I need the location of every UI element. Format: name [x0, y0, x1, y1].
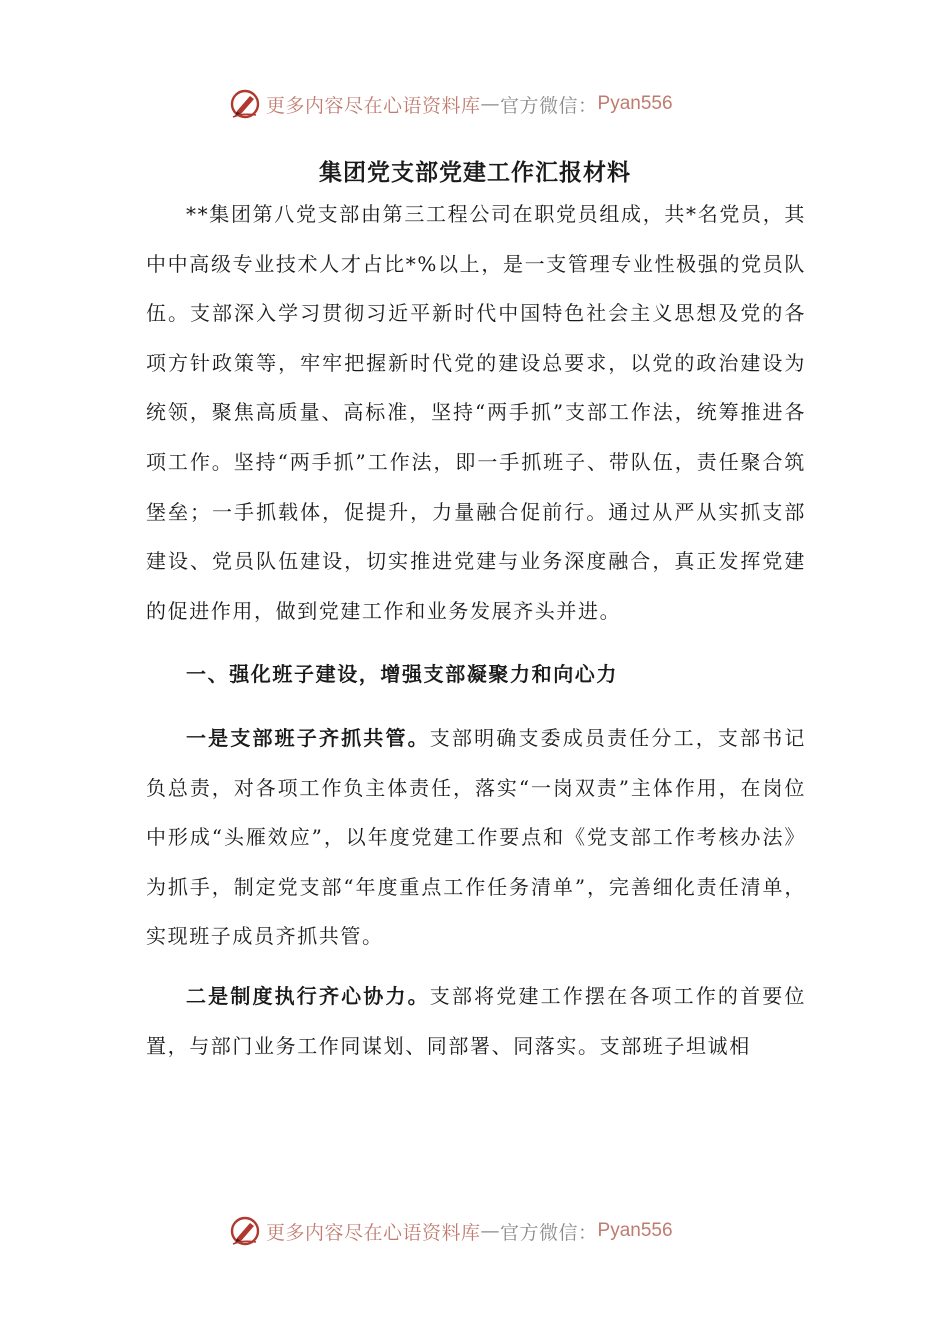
item-paragraph-2 [146, 972, 806, 1071]
watermark-middle: 官方微信： [500, 94, 598, 117]
intro-paragraph: **集团第八党支部由第三工程公司在职党员组成，共*名党员，其中中高级专业技术人才占比*%以上，是一支管理专业性极强的党员队伍。支部深入学习贯彻习近平新时代中国特色社会主义思想及党的各项方针政策等，牢牢把握新时代党的建设总要求，以党的政治建设为统领，聚焦高质量、高标准，坚持“两手抓”支部工作法，统筹推进各项工作。坚持“两手抓”工作法，即一手抓班子、带队伍，责任聚合筑堡垒；一手抓载体，促提升，力量融合促前行。通过从严从实抓支部建设、党员队伍建设，切实推进党建与业务深度融合，真正发挥党建的促进作用，做到党建工作和业务发展齐头并进。 [146, 202, 806, 623]
item-body-2: 支部将党建工作摆在各项工作的首要位置，与部门业务工作同谋划、同部署、同落实。支部班子坦诚相 [146, 983, 806, 1058]
item-lead-2: 二是制度执行齐心协力。 [186, 983, 430, 1008]
watermark-wechat-id: Pyan556 [597, 1220, 673, 1241]
document-title: 集团党支部党建工作汇报材料 [319, 159, 631, 186]
pen-logo-icon [228, 87, 262, 121]
watermark-dash: — [480, 93, 501, 115]
watermark-wechat-id: Pyan556 [597, 93, 673, 114]
pen-logo-icon [228, 1214, 262, 1248]
watermark-middle: 官方微信： [500, 1221, 598, 1244]
item-lead-1: 一是支部班子齐抓共管。 [186, 725, 430, 750]
item-paragraph-1 [146, 714, 806, 962]
document-body [146, 190, 806, 1081]
watermark-text: 更多内容尽在心语资料库 [266, 94, 481, 117]
watermark-text: 更多内容尽在心语资料库 [266, 1221, 481, 1244]
watermark-header [228, 84, 673, 124]
item-body-1: 支部明确支委成员责任分工，支部书记负总责，对各项工作负主体责任，落实“一岗双责”主体作用，在岗位中形成“头雁效应”，以年度党建工作要点和《党支部工作考核办法》为抓手，制定党支部“年度重点工作任务清单”，完善细化责任清单，实现班子成员齐抓共管。 [146, 725, 806, 949]
section-heading: 一、强化班子建设，增强支部凝聚力和向心力 [186, 662, 618, 687]
watermark-footer [228, 1211, 673, 1251]
watermark-dash: — [480, 1220, 501, 1242]
